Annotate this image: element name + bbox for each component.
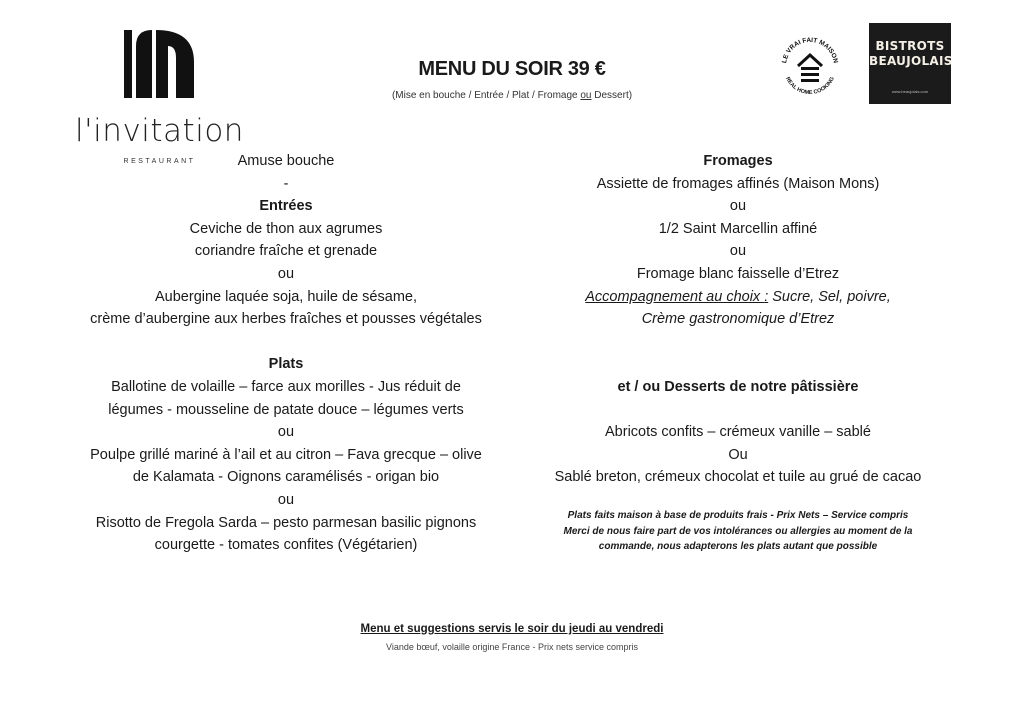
entree-item-detail: coriandre fraîche et grenade: [194, 243, 378, 260]
or-separator: Ou: [728, 446, 748, 463]
plat-item-detail: légumes - mousseline de patate douce – légumes verts: [108, 401, 464, 418]
plat-item: Poulpe grillé mariné à l’ail et au citron – Fava grecque – olive: [90, 446, 482, 463]
note-line: Merci de nous faire part de vos intolérances ou allergies au moment de la: [563, 525, 913, 537]
right-menu-column: [520, 150, 956, 489]
fromage-item: Fromage blanc faisselle d’Etrez: [636, 265, 840, 282]
note-line: commande, nous adapterons les plats autant que possible: [598, 541, 878, 552]
accompaniment-detail: Crème gastronomique d’Etrez: [641, 311, 835, 328]
logo-mark-icon: [122, 28, 196, 100]
note-line: Plats faits maison à base de produits frais - Prix Nets – Service compris: [567, 510, 909, 521]
separator-dash: -: [283, 175, 289, 192]
desserts-heading: et / ou Desserts de notre pâtissière: [617, 378, 859, 395]
fromage-item: 1/2 Saint Marcellin affiné: [658, 220, 818, 237]
svg-text:REAL HOME COOKING: REAL HOME COOKING: [784, 76, 836, 97]
entree-item: Ceviche de thon aux agrumes: [189, 220, 383, 237]
service-days: Menu et suggestions servis le soir du jeudi au vendredi: [360, 623, 664, 635]
or-separator: ou: [729, 198, 747, 215]
bistrots-url: www.beaujolais.com: [891, 89, 929, 94]
or-separator: ou: [277, 491, 295, 508]
entree-item: Aubergine laquée soja, huile de sésame,: [155, 288, 417, 305]
plat-item-detail: de Kalamata - Oignons caramélisés - origan bio: [132, 469, 440, 486]
or-separator: ou: [729, 243, 747, 260]
fait-maison-badge-icon: [776, 30, 844, 100]
menu-title: MENU DU SOIR 39 €: [418, 58, 606, 80]
amuse-bouche: Amuse bouche: [237, 153, 335, 169]
bistrots-line1: BISTROTS: [875, 39, 945, 53]
bistrots-line2: BEAUJOLAIS: [869, 54, 953, 68]
entrees-heading: Entrées: [259, 198, 313, 215]
plat-item-detail: courgette - tomates confites (Végétarien): [154, 537, 418, 554]
fromage-item: Assiette de fromages affinés (Maison Mons): [596, 175, 880, 192]
bistrots-beaujolais-badge: [869, 23, 951, 104]
or-separator: ou: [277, 265, 295, 282]
plats-heading: Plats: [268, 356, 304, 373]
or-separator: ou: [277, 424, 295, 441]
logo-subtitle: RESTAURANT: [123, 158, 196, 165]
plat-item: Risotto de Fregola Sarda – pesto parmesan basilic pignons: [95, 514, 477, 531]
left-menu-column: [60, 150, 512, 557]
fromages-heading: Fromages: [703, 153, 773, 169]
entree-item-detail: crème d’aubergine aux herbes fraîches et pousses végétales: [90, 311, 482, 328]
origin-info: Viande bœuf, volaille origine France - Prix nets service compris: [386, 642, 638, 652]
accompaniment-line: Accompagnement au choix : Sucre, Sel, poivre,: [585, 288, 891, 305]
dessert-item: Sablé breton, crémeux chocolat et tuile au grué de cacao: [554, 469, 922, 486]
svg-text:LE VRAI FAIT MAISON: LE VRAI FAIT MAISON: [781, 36, 839, 64]
menu-subtitle: (Mise en bouche / Entrée / Plat / Fromage ou Dessert): [391, 90, 633, 101]
logo-name: l'invitation: [75, 113, 244, 149]
house-notes: [520, 508, 956, 555]
dessert-item: Abricots confits – crémeux vanille – sablé: [605, 424, 871, 441]
restaurant-logo: [72, 26, 247, 165]
plat-item: Ballotine de volaille – farce aux morilles - Jus réduit de: [111, 378, 461, 395]
